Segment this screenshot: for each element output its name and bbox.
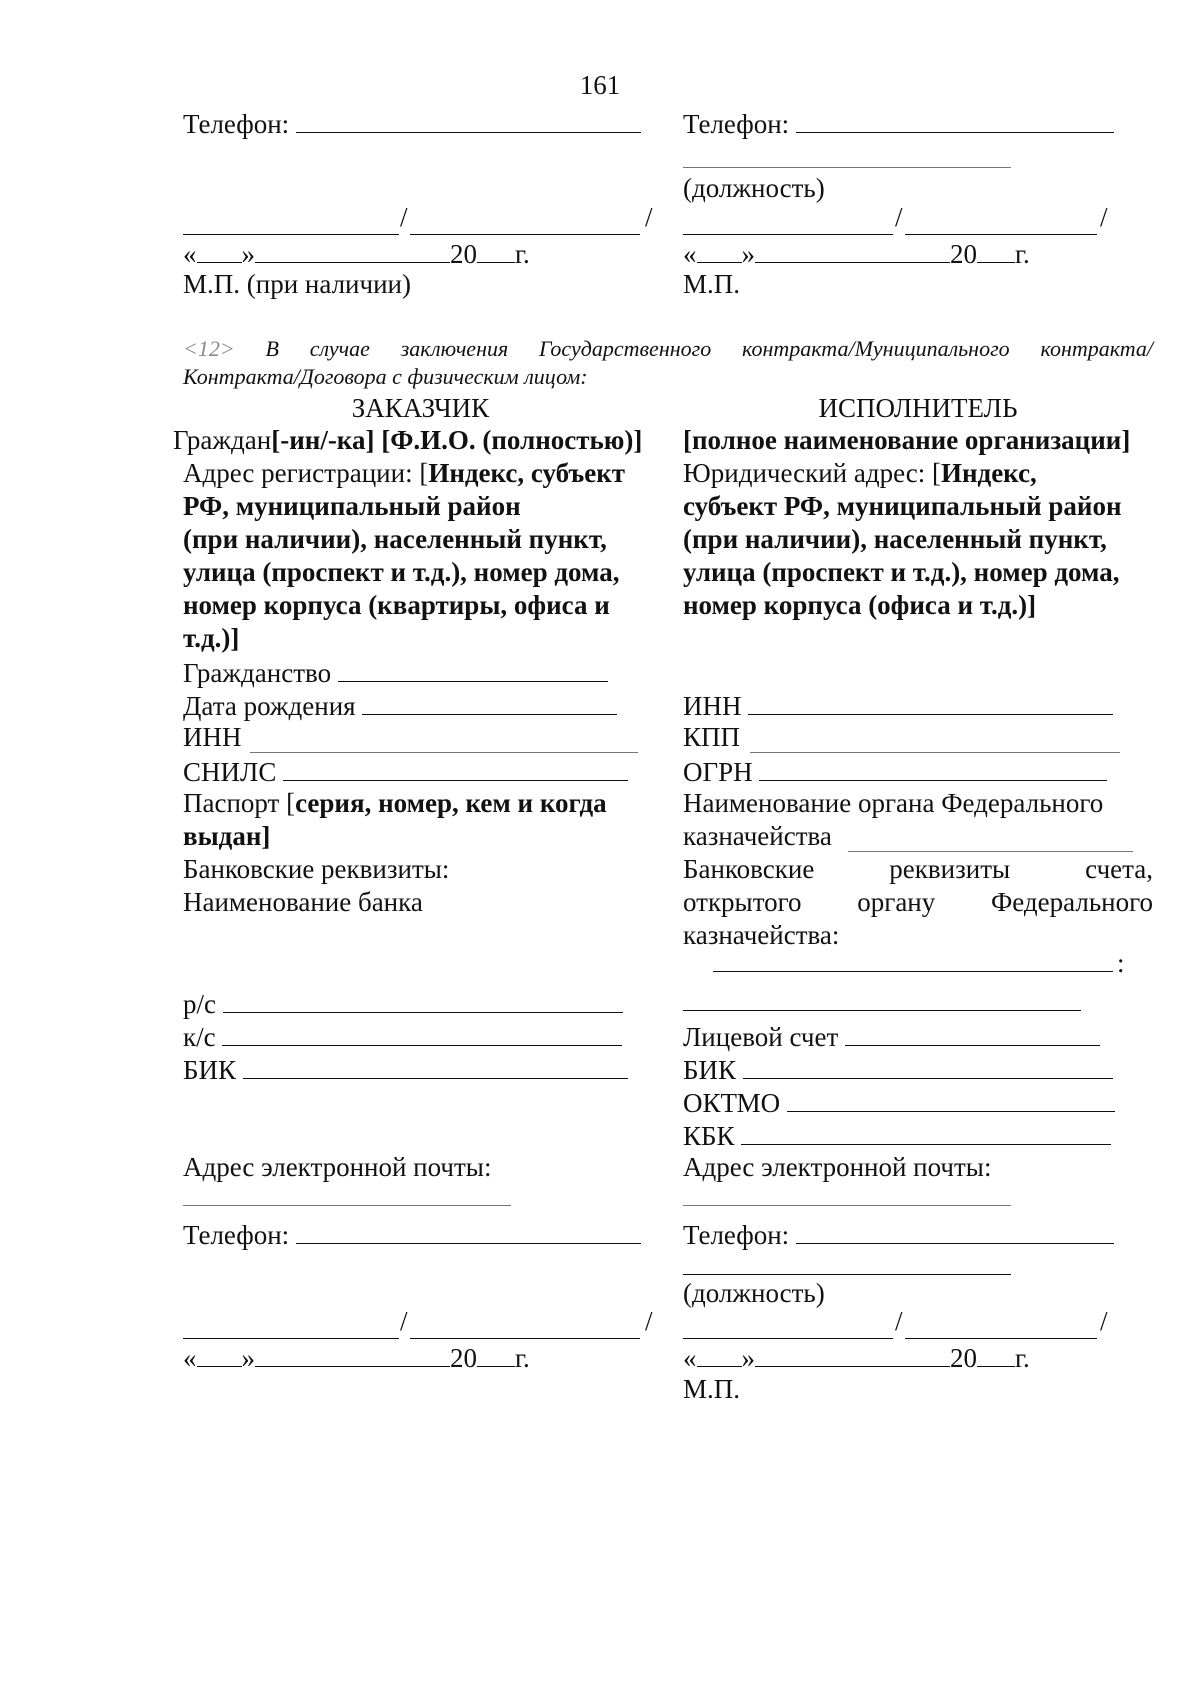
note-word: контракта/Муниципального: [742, 336, 1010, 361]
customer-email-label: Адрес электронной почты:: [183, 1152, 492, 1182]
treasury-account-line-2[interactable]: [683, 980, 1081, 1011]
phone-label: Телефон:: [683, 1220, 790, 1250]
year-prefix: 20: [450, 1343, 477, 1373]
footnote-line-2: Контракта/Договора с физическим лицом:: [183, 364, 588, 389]
customer-phone-field: [183, 1217, 641, 1250]
bank-word: реквизиты: [889, 854, 1011, 884]
contractor-address-line-1: [683, 457, 1037, 490]
ks-line[interactable]: [222, 1019, 622, 1046]
footnote-line-1: [183, 334, 1153, 364]
position-line[interactable]: [683, 137, 1011, 168]
year-prefix: 20: [950, 1343, 977, 1373]
treasury-field: [683, 820, 832, 853]
customer-address-line-3: (при наличии), населенный пункт,: [183, 524, 607, 554]
year-line[interactable]: [977, 1340, 1015, 1367]
inn-label: ИНН: [183, 722, 242, 752]
phone-line[interactable]: [796, 106, 1114, 133]
kbk-label: КБК: [683, 1121, 735, 1151]
year-prefix: 20: [950, 239, 977, 269]
snils-label: СНИЛС: [183, 757, 277, 787]
signature-slash: /: [895, 202, 903, 232]
rs-field: [183, 986, 623, 1019]
account-colon: :: [1117, 948, 1125, 978]
customer-address-line-1: [183, 457, 625, 490]
customer-inn-line[interactable]: [250, 727, 638, 753]
year-line[interactable]: [977, 236, 1015, 263]
contractor-inn-field: [683, 688, 1113, 721]
signature-slash: /: [645, 202, 653, 232]
year-prefix: 20: [450, 239, 477, 269]
bank-name-label: Наименование банка: [183, 887, 423, 917]
top-left-date: [183, 236, 530, 269]
kpp-line[interactable]: [750, 727, 1120, 753]
oktmo-label: ОКТМО: [683, 1088, 781, 1118]
birth-date-line[interactable]: [362, 688, 617, 715]
ks-label: к/с: [183, 1022, 216, 1052]
name-line[interactable]: [410, 204, 640, 235]
contractor-address-line-4: улица (проспект и т.д.), номер дома,: [683, 557, 1120, 587]
oktmo-line[interactable]: [787, 1085, 1115, 1112]
passport-placeholder: серия, номер, кем и когда: [295, 788, 607, 818]
customer-bank-details: Банковские реквизиты:: [183, 854, 450, 884]
contractor-org-name: [полное наименование организации]: [683, 425, 1131, 455]
citizenship-label: Гражданство: [183, 658, 332, 688]
year-suffix: г.: [515, 239, 530, 269]
kpp-label: КПП: [683, 722, 741, 752]
phone-line[interactable]: [296, 106, 641, 133]
contractor-bank-line-2: [683, 886, 1153, 919]
phone-label: Телефон:: [183, 1220, 290, 1250]
treasury-label-1: Наименование органа Федерального: [683, 788, 1104, 818]
contractor-heading: ИСПОЛНИТЕЛЬ: [818, 393, 1018, 423]
rs-line[interactable]: [223, 986, 623, 1013]
top-right-phone: [683, 106, 1114, 139]
birth-date-field: [183, 688, 617, 721]
phone-label: Телефон:: [183, 109, 290, 139]
bik-label: БИК: [683, 1055, 737, 1085]
customer-address-line-6: т.д.)]: [183, 623, 240, 653]
ogrn-field: [683, 754, 1107, 787]
bank-word: Федерального: [990, 887, 1154, 917]
customer-heading: ЗАКАЗЧИК: [351, 393, 490, 423]
day-line[interactable]: [197, 236, 242, 263]
inn-line[interactable]: [748, 688, 1113, 715]
passport-label: Паспорт [: [183, 788, 296, 818]
treasury-label-2: казначейства: [683, 821, 832, 851]
date-quote-open: «: [683, 239, 697, 269]
address-label: Юридический адрес: [: [683, 458, 941, 488]
kbk-field: [683, 1118, 1111, 1151]
day-line[interactable]: [697, 236, 742, 263]
signature-line[interactable]: [683, 204, 893, 235]
top-right-date: [683, 236, 1030, 269]
contractor-bik-field: [683, 1052, 1113, 1085]
customer-name-line[interactable]: [410, 1308, 640, 1339]
date-quote-close: »: [241, 239, 255, 269]
passport-field: [183, 787, 607, 820]
bik-line[interactable]: [743, 1052, 1113, 1079]
treasury-account-line[interactable]: [713, 946, 1113, 972]
position-caption: (должность): [683, 1278, 825, 1308]
kbk-line[interactable]: [741, 1118, 1111, 1145]
date-quote-open: «: [183, 1343, 197, 1373]
phone-line[interactable]: [796, 1217, 1114, 1244]
oktmo-field: [683, 1085, 1115, 1118]
bank-word: счета,: [1085, 854, 1154, 884]
day-line[interactable]: [697, 1340, 742, 1367]
citizenship-line[interactable]: [338, 655, 608, 682]
citizen-name-placeholder: [-ин/-ка] [Ф.И.О. (полностью)]: [271, 425, 643, 455]
address-placeholder: Индекс, субъект: [428, 458, 626, 488]
signature-line[interactable]: [183, 204, 399, 235]
contractor-name-line[interactable]: [905, 1308, 1097, 1339]
note-word: заключения: [400, 336, 509, 361]
customer-address-line-4: улица (проспект и т.д.), номер дома,: [183, 557, 620, 587]
snils-line[interactable]: [283, 754, 628, 781]
phone-label: Телефон:: [683, 109, 790, 139]
customer-date: [183, 1340, 530, 1373]
note-word: случае: [309, 336, 370, 361]
contractor-signature-line[interactable]: [683, 1308, 893, 1339]
customer-address-line-2: РФ, муниципальный район: [183, 491, 521, 521]
note-word: Государственного: [539, 336, 712, 361]
treasury-line[interactable]: [848, 826, 1133, 852]
signature-slash: /: [1100, 202, 1108, 232]
date-quote-close: »: [241, 1343, 255, 1373]
citizenship-field: [183, 655, 608, 688]
day-line[interactable]: [197, 1340, 242, 1367]
contractor-email-line[interactable]: [683, 1180, 1011, 1206]
note-word: В: [265, 336, 279, 361]
address-placeholder: Индекс,: [940, 458, 1037, 488]
contractor-address-line-5: номер корпуса (офиса и т.д.)]: [683, 590, 1037, 620]
bik-line[interactable]: [243, 1052, 628, 1079]
customer-email-line[interactable]: [183, 1180, 511, 1206]
customer-signature-line[interactable]: [183, 1308, 399, 1339]
position-caption: (должность): [683, 173, 825, 203]
inn-label: ИНН: [683, 691, 742, 721]
signature-slash: /: [400, 202, 408, 232]
month-line[interactable]: [255, 1340, 450, 1367]
name-line[interactable]: [905, 204, 1097, 235]
bik-label: БИК: [183, 1055, 237, 1085]
note-word: контракта/: [1040, 336, 1154, 361]
month-line[interactable]: [755, 1340, 950, 1367]
address-label: Адрес регистрации: [: [183, 458, 429, 488]
contractor-bank-line-1: [683, 853, 1153, 886]
ogrn-line[interactable]: [759, 754, 1107, 781]
account-label: Лицевой счет: [683, 1022, 839, 1052]
bank-word: открытого: [683, 887, 802, 917]
footnote-marker: <12>: [183, 336, 235, 361]
signature-slash: /: [400, 1306, 408, 1336]
year-line[interactable]: [477, 1340, 515, 1367]
signature-slash: /: [1100, 1306, 1108, 1336]
page-number: 161: [579, 70, 621, 100]
phone-line[interactable]: [296, 1217, 641, 1244]
bank-word: органу: [857, 887, 936, 917]
top-left-phone: [183, 106, 641, 139]
birth-date-label: Дата рождения: [183, 691, 356, 721]
ks-field: [183, 1019, 622, 1052]
date-quote-open: «: [183, 239, 197, 269]
customer-address-line-5: номер корпуса (квартиры, офиса и: [183, 590, 610, 620]
contractor-address-line-2: субъект РФ, муниципальный район: [683, 491, 1122, 521]
signature-slash: /: [645, 1306, 653, 1336]
customer-inn-field: [183, 721, 242, 754]
date-quote-open: «: [683, 1343, 697, 1373]
position-line[interactable]: [683, 1244, 1011, 1275]
month-line[interactable]: [255, 236, 450, 263]
account-line[interactable]: [845, 1019, 1100, 1046]
year-suffix: г.: [1015, 1343, 1030, 1373]
year-suffix: г.: [515, 1343, 530, 1373]
passport-placeholder-2: выдан]: [183, 821, 271, 851]
kpp-field: [683, 721, 740, 754]
top-left-stamp: М.П. (при наличии): [183, 269, 411, 299]
year-line[interactable]: [477, 236, 515, 263]
date-quote-close: »: [741, 239, 755, 269]
signature-slash: /: [895, 1306, 903, 1336]
personal-account-field: [683, 1019, 1100, 1052]
ogrn-label: ОГРН: [683, 757, 753, 787]
month-line[interactable]: [755, 236, 950, 263]
citizen-prefix: Граждан: [173, 425, 272, 455]
citizen-line: [173, 424, 642, 457]
contractor-bank-line-3: казначейства:: [683, 920, 840, 950]
date-quote-close: »: [741, 1343, 755, 1373]
contractor-stamp: М.П.: [683, 1374, 741, 1404]
year-suffix: г.: [1015, 239, 1030, 269]
contractor-address-line-3: (при наличии), населенный пункт,: [683, 524, 1107, 554]
contractor-email-label: Адрес электронной почты:: [683, 1152, 992, 1182]
rs-label: р/с: [183, 989, 216, 1019]
snils-field: [183, 754, 628, 787]
contractor-date: [683, 1340, 1030, 1373]
top-right-stamp: М.П.: [683, 269, 741, 299]
customer-bik-field: [183, 1052, 628, 1085]
bank-word: Банковские: [683, 854, 815, 884]
